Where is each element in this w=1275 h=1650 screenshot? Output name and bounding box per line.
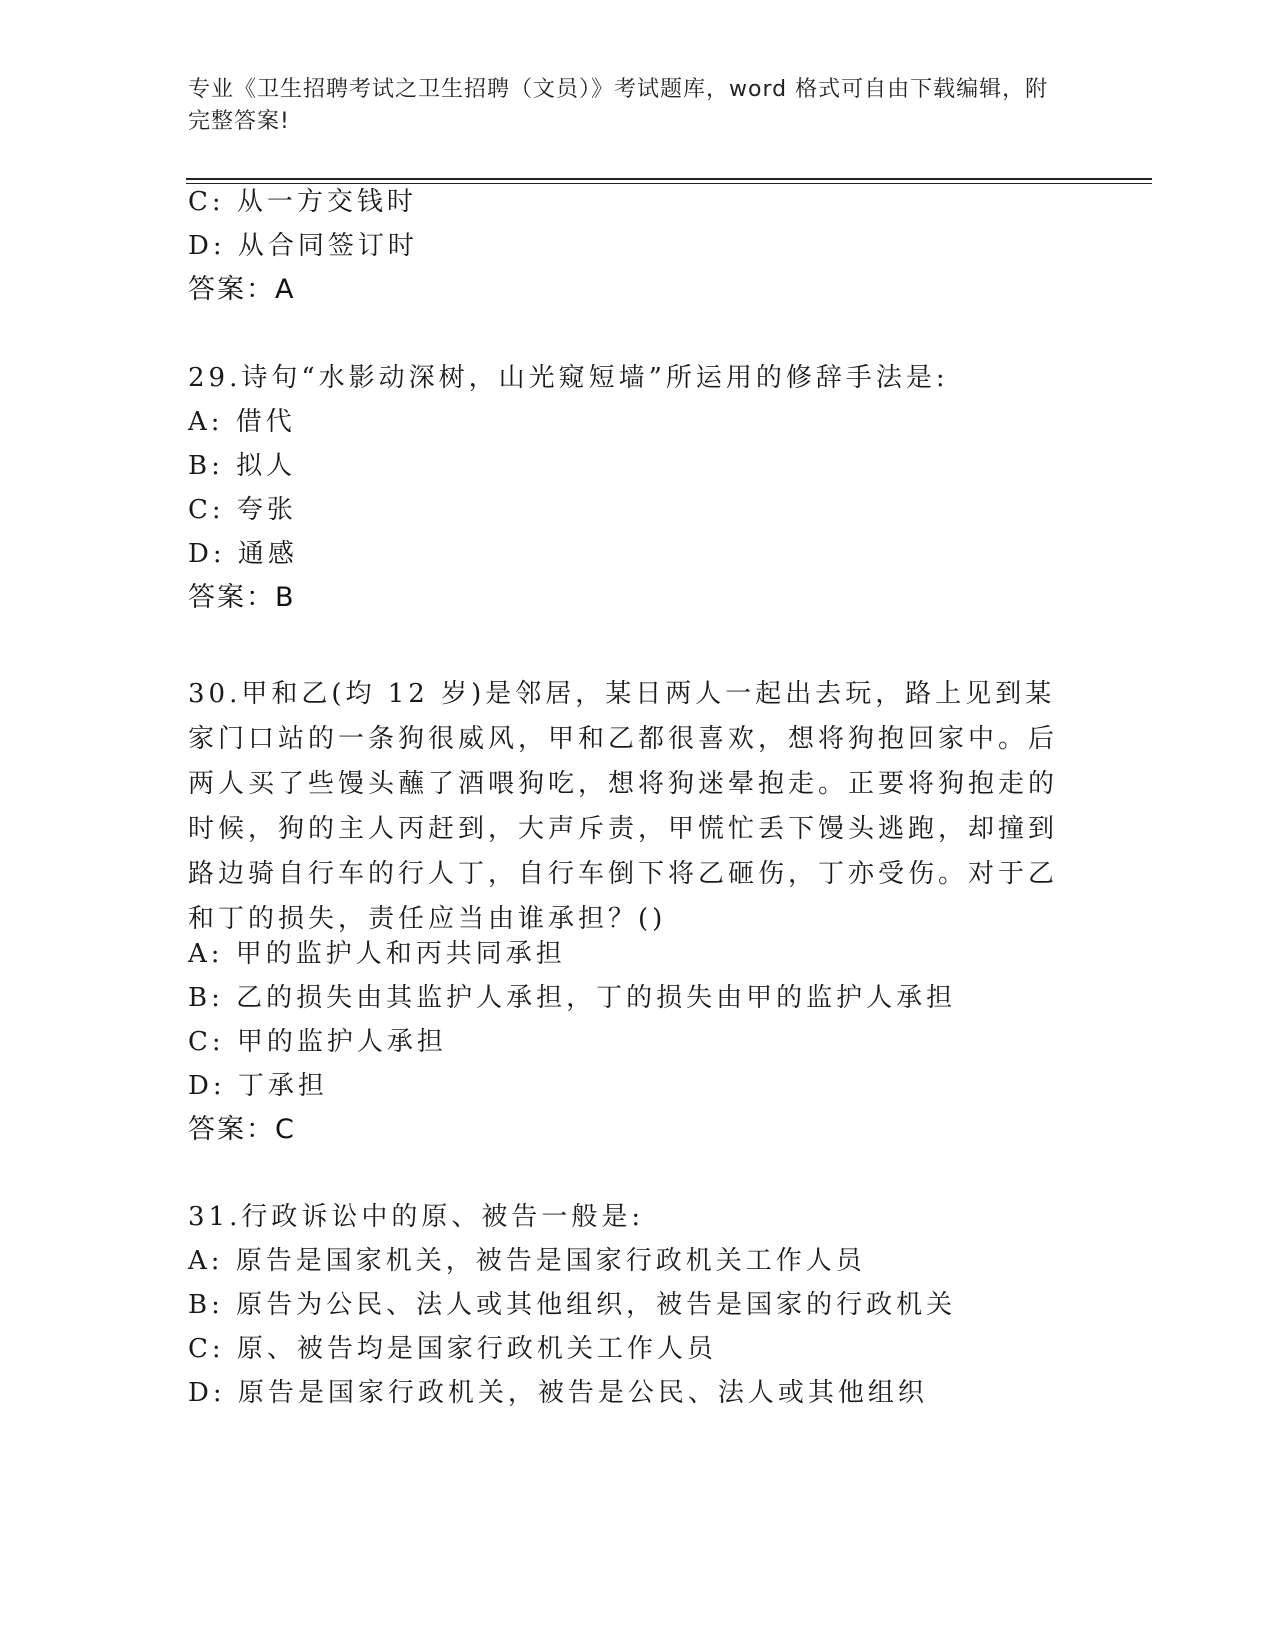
- q29-option-d: D: 通感: [188, 539, 298, 569]
- q28-option-d: D: 从合同签订时: [188, 231, 418, 261]
- q30-option-a: A: 甲的监护人和丙共同承担: [188, 939, 566, 969]
- q30-answer: 答案：C: [188, 1114, 296, 1145]
- q28-answer: 答案：A: [188, 274, 296, 305]
- q31-option-c: C: 原、被告均是国家行政机关工作人员: [188, 1334, 717, 1364]
- q29-option-b: B: 拟人: [188, 451, 297, 481]
- q31-stem: 31.行政诉讼中的原、被告一般是:: [188, 1202, 645, 1232]
- q29-option-a: A: 借代: [188, 407, 296, 437]
- header-divider: [186, 178, 1152, 184]
- q29-stem: 29.诗句“水影动深树，山光窥短墙”所运用的修辞手法是:: [188, 363, 949, 393]
- q31-option-d: D: 原告是国家行政机关，被告是公民、法人或其他组织: [188, 1378, 928, 1408]
- q28-option-c: C: 从一方交钱时: [188, 187, 417, 217]
- q30-stem: 30.甲和乙(均 12 岁)是邻居，某日两人一起出去玩，路上见到某家门口站的一条狗很威风，甲和乙都很喜欢，想将狗抱回家中。后两人买了些馒头蘸了酒喂狗吃，想将狗迷晕抱走。正要将狗抱走的时候，狗的主人丙赶到，大声斥责，甲慌忙丢下馒头逃跑，却撞到路边骑自行车的行人丁，自行车倒下将乙砸伤，丁亦受伤。对于乙和丁的损失，责任应当由谁承担？(): [188, 679, 1059, 934]
- q30-option-d: D: 丁承担: [188, 1071, 328, 1101]
- q30-option-c: C: 甲的监护人承担: [188, 1027, 447, 1057]
- q31-option-a: A: 原告是国家机关，被告是国家行政机关工作人员: [188, 1246, 866, 1276]
- q29-option-c: C: 夸张: [188, 495, 297, 525]
- q31-option-b: B: 原告为公民、法人或其他组织，被告是国家的行政机关: [188, 1290, 957, 1320]
- document-header: 专业《卫生招聘考试之卫生招聘（文员）》考试题库，word 格式可自由下载编辑，附完整答案!: [188, 77, 1049, 134]
- q30-option-b: B: 乙的损失由其监护人承担，丁的损失由甲的监护人承担: [188, 983, 957, 1013]
- q29-answer: 答案：B: [188, 582, 296, 613]
